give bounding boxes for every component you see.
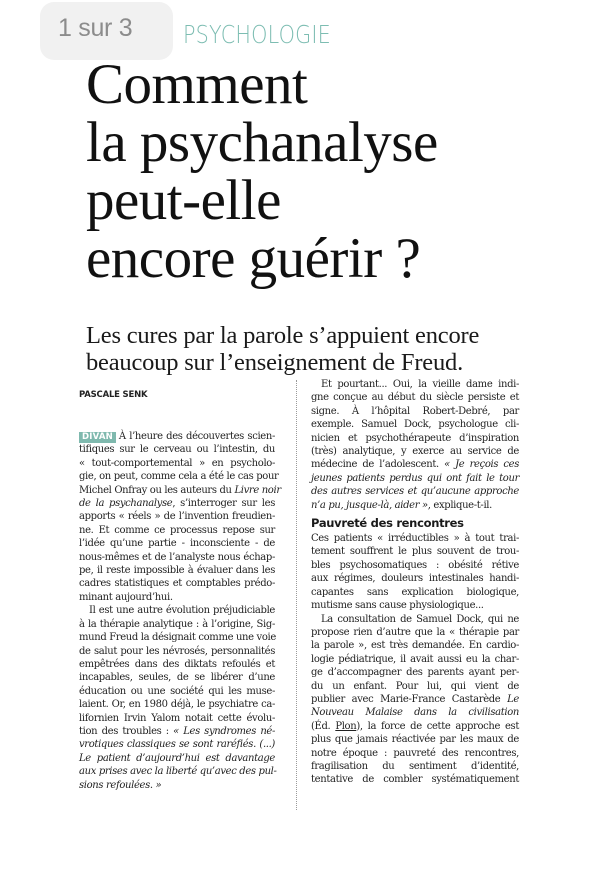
text-line: signe. À l’hôpital Robert-Debré, par [311,405,519,417]
text-line: gie, on peut, comme cela a été le cas pour [79,471,279,483]
text-line: bles psychosomatiques : obésité rétive [311,559,519,571]
section-rubric: PSYCHOLOGIE [183,20,331,49]
text-line [79,430,275,443]
quote-fragment: « Les syndromes né- [173,725,276,737]
left-column [79,430,281,792]
text-line [311,720,519,733]
text-line: cadres statistiques et comptables prédo- [79,578,275,590]
text-line: nicien et psychothérapeute d’inspiration [311,432,519,444]
headline-line: Comment [86,53,308,116]
text-fragment: (Éd. [311,720,336,732]
text-line: propose rien d’autre que la « thérapie par [311,626,519,638]
right-column [311,378,519,787]
text-line: apports « réels » de l’invention freudien- [79,511,275,523]
text-line: lifornien Irvin Yalom notait cette évolu- [79,712,275,724]
text-line: aux régimes, douleurs intestinales handi- [311,573,519,585]
text-line [311,693,519,706]
text-line [79,497,275,510]
book-title-line: Nouveau Malaise dans la civilisation [311,707,519,719]
text-line [79,484,281,497]
text-line: (très) analytique, y exerce au service de [311,446,519,458]
text-line: la parole », est très demandée. En cardio- [311,640,519,652]
text-line: laient. Or, en 1980 déjà, le psychiatre ca- [79,699,275,711]
text-line: Il est une autre évolution préjudiciable [89,605,275,617]
text-line: l’idée qu’une partie - inconsciente - de [79,538,275,550]
quote-line: vrotiques classiques se sont raréfiés. (...) [79,739,275,751]
section-subhead: Pauvreté des rencontres [311,516,464,531]
book-title: Livre noir [234,484,281,496]
page-counter: 1 sur 3 [58,14,133,42]
text-line: ge d’accompagner des parents ayant per- [311,667,519,679]
text-line: mund Freud la désignait comme une voie [79,632,276,644]
text-fragment: tion des troubles : [79,725,174,737]
book-title: de la psychanalyse [79,498,173,510]
text-line: gne conçue au début du siècle persiste et [311,392,519,404]
text-line: de salut pour les névrosés, personnalités [79,645,275,657]
text-line: Et pourtant... Oui, la vieille dame indi- [321,379,519,390]
text-line: « tout-comportemental » en psycholo- [79,457,275,469]
text-line [311,458,519,471]
quote-fragment: n’a pu, jusque-là, aider » [311,499,428,511]
text-line: mutisme sans cause physiologique... [311,600,484,612]
text-fragment: publier avec Marie-France Castarède [311,693,508,705]
headline-line: la psychanalyse [86,111,438,174]
text-line: fragilisation du sentiment d’identité, [311,760,519,772]
text-line: capantes sans explication biologique, [311,586,519,598]
headline [86,53,556,290]
book-title: Le [507,693,519,705]
text-fragment: À l’heure des découvertes scien- [118,431,275,442]
quote-line: Le patient d’aujourd’hui est davantage [79,752,275,764]
text-line: nous-mêmes et de l’analyste nous échap- [79,551,275,563]
quote-line: des autres services et qu’aucune approche [311,486,519,498]
text-line [79,725,275,738]
text-line: tifiques sur le cerveau ou l’intestin, du [79,444,275,456]
quote-fragment: « Je reçois ces [444,459,519,471]
text-fragment: , s’interroger sur les [172,498,275,510]
text-fragment: ), la force de cette approche est [356,720,520,732]
text-fragment: Michel Onfray ou les auteurs du [79,484,235,496]
text-line: incapables, seules, de se libérer d’une [79,672,275,684]
kicker-label: DIVAN [79,432,116,443]
text-line: tentative de combler systématiquement [311,774,519,786]
text-line: notre époque : pauvreté des rencontres, [311,747,519,759]
text-line [311,499,519,512]
text-line: exemple. Samuel Dock, psychologue cli- [311,419,519,431]
standfirst [86,322,556,376]
text-line: minant aujourd’hui. [79,591,173,603]
text-line: à la thérapie analytique : à l’origine, Sig- [79,618,275,630]
text-line: empêtrées dans des diktats refoulés et [79,658,275,670]
text-fragment: médecine de l’adolescent. [311,459,445,471]
column-divider [296,380,297,810]
text-line: du un enfant. Pour lui, qui vient de [311,680,519,692]
quote-line: aux prises avec la liberté qu’avec des pul- [79,766,277,778]
text-line: pe, il reste impossible à évaluer dans les [79,565,275,577]
standfirst-line: Les cures par la parole s’appuient encore [86,322,480,349]
standfirst-line: beaucoup sur l’enseignement de Freud. [86,349,463,376]
text-line: La consultation de Samuel Dock, qui ne [321,613,519,625]
byline: PASCALE SENK [79,390,148,400]
quote-line: jeunes patients perdus qui ont fait le tour [311,472,519,484]
headline-line: peut-elle [86,169,281,232]
headline-line: encore guérir ? [86,227,421,290]
text-line: logie pédiatrique, il avait aussi eu la char- [311,653,519,665]
text-line: Ces patients « irréductibles » à tout trai- [311,533,519,545]
text-line: plus que jamais réactivée par les maux de [311,734,519,746]
publisher-link: Plon [335,720,357,732]
quote-line: sions refoulées. » [79,779,162,791]
text-line: tement souffrent le plus souvent de trou- [311,546,519,558]
text-line: ne. Et comme ce processus repose sur [79,524,275,536]
text-line: éducation ou une société qui les muse- [79,685,275,697]
text-fragment: , explique-t-il. [427,499,492,511]
